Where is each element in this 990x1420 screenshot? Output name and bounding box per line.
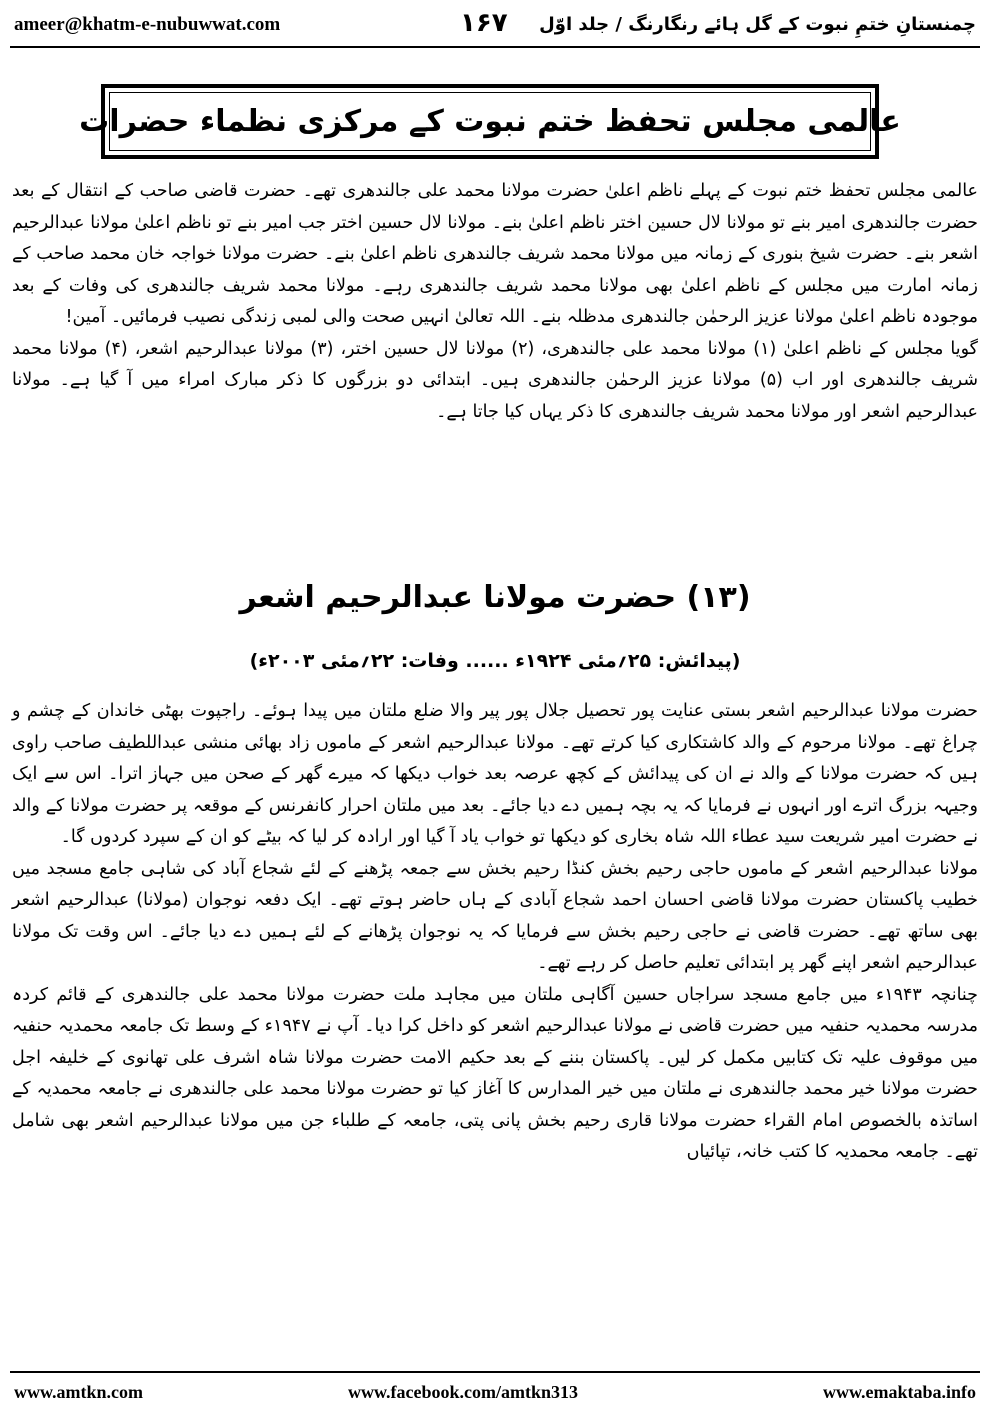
- section-paragraph: حضرت مولانا عبدالرحیم اشعر بستی عنایت پور تحصیل جلال پور پیر والا ضلع ملتان میں پیدا ہوئے۔ راجپوت بھٹی خاندان کے چشم و چراغ تھے۔ مولانا مرحوم کے والد کاشتکاری کیا کرتے تھے۔ مولانا عبدالرحیم اشعر کے ماموں زاد بھائی منشی عبداللطیف صاحب راوی ہیں کہ حضرت مولانا کے والد نے ان کی پیدائش کے کچھ عرصہ بعد خواب دیکھا کہ میرے گھر کے صحن میں جہاز اترا۔ اس سے ایک وجیہہ بزرگ اترے اور انہوں نے فرمایا کہ یہ بچہ ہمیں دے دیا جائے۔ بعد میں ملتان احرار کانفرنس کے موقعہ پر حضرت مولانا کے والد نے حضرت امیر شریعت سید عطاء اللہ شاہ بخاری کو دیکھا تو خواب یاد آ گیا اور ارادہ کر لیا کہ بیٹے کو ان کے سپرد کردوں گا۔: [12, 701, 978, 847]
- footer-divider: [10, 1371, 980, 1373]
- section-paragraph: چنانچہ ۱۹۴۳ء میں جامع مسجد سراجاں حسین آگاہی ملتان میں مجاہد ملت حضرت مولانا محمد علی جالندھری کے قائم کردہ مدرسہ محمدیہ حنفیہ میں حضرت قاضی نے مولانا عبدالرحیم اشعر کو داخل کرا دیا۔ آپ نے ۱۹۴۷ء کے وسط تک جامعہ محمدیہ حنفیہ میں موقوف علیہ تک کتابیں مکمل کر لیں۔ پاکستان بننے کے بعد حکیم الامت حضرت مولانا شاہ اشرف علی تھانوی کے خلیفہ اجل حضرت مولانا خیر محمد جالندھری نے ملتان میں خیر المدارس کا آغاز کیا تو حضرت مولانا محمد علی جالندھری نے جامعہ محمدیہ کے اساتذہ بالخصوص امام القراء حضرت مولانا قاری رحیم بخش پانی پتی، جامعہ کے طلباء جن میں مولانا عبدالرحیم اشعر بھی شامل تھے۔ جامعہ محمدیہ کا کتب خانہ، تپائیاں: [12, 984, 979, 1162]
- intro-text: [12, 176, 978, 428]
- section-paragraph: مولانا عبدالرحیم اشعر کے ماموں حاجی رحیم بخش کنڈا رحیم بخش سے جمعہ پڑھنے کے لئے شجاع آباد کی شاہی جامع مسجد میں خطیب پاکستان حضرت مولانا قاضی احسان احمد شجاع آبادی کے ہاں حاضر ہوتے تھے۔ ایک دفعہ نوجوان (مولانا) عبدالرحیم اشعر بھی ساتھ تھے۔ حضرت قاضی نے حاجی رحیم بخش سے فرمایا کہ یہ نوجوان پڑھانے کے لئے ہمیں دے دیا جائے۔ اس وقت تک مولانا عبدالرحیم اشعر اپنے گھر پر ابتدائی تعلیم حاصل کر رہے تھے۔: [12, 858, 978, 973]
- footer-link-emaktaba[interactable]: www.emaktaba.info: [822, 1382, 976, 1402]
- page-number: ۱۶۷: [460, 8, 508, 38]
- book-title: چمنستانِ ختمِ نبوت کے گل ہائے رنگارنگ / جلد اوّل: [539, 14, 976, 35]
- section-text: [12, 696, 978, 1169]
- footer-link-site[interactable]: www.amtkn.com: [14, 1382, 143, 1402]
- section-title: (۱۳) حضرت مولانا عبدالرحیم اشعر: [239, 580, 751, 615]
- header-email[interactable]: ameer@khatm-e-nubuwwat.com: [14, 14, 281, 35]
- header-divider: [10, 46, 980, 48]
- footer-link-facebook[interactable]: www.facebook.com/amtkn313: [348, 1382, 578, 1402]
- title-box: [79, 84, 901, 159]
- section-dates: (پیدائش: ۲۵؍مئی ۱۹۲۴ء ...... وفات: ۲۲؍مئی ۲۰۰۳ء): [249, 650, 741, 672]
- page-title: عالمی مجلس تحفظ ختم نبوت کے مرکزی نظماء حضرات: [79, 104, 901, 139]
- intro-paragraph: گویا مجلس کے ناظم اعلیٰ (۱) مولانا محمد علی جالندھری، (۲) مولانا لال حسین اختر، (۳) مولانا عبدالرحیم اشعر، (۴) مولانا محمد شریف جالندھری اور اب (۵) مولانا عزیز الرحمٰن جالندھری ہیں۔ ابتدائی دو بزرگوں کا ذکر مبارک امراء میں آ گیا ہے۔ مولانا عبدالرحیم اشعر اور مولانا محمد شریف جالندھری کا ذکر یہاں کیا جاتا ہے۔: [12, 338, 978, 422]
- intro-paragraph: عالمی مجلس تحفظ ختم نبوت کے پہلے ناظم اعلیٰ حضرت مولانا محمد علی جالندھری تھے۔ حضرت قاضی صاحب کے انتقال کے بعد حضرت جالندھری امیر بنے تو مولانا لال حسین اختر ناظم اعلیٰ بنے۔ مولانا لال حسین اختر جب امیر بنے تو ناظم اعلیٰ مولانا عبدالرحیم اشعر بنے۔ حضرت شیخ بنوری کے زمانہ میں مولانا محمد شریف جالندھری ناظم اعلیٰ بنے۔ حضرت مولانا خواجہ خان محمد صاحب کے زمانہ امارت میں مجلس کے ناظم اعلیٰ بھی مولانا محمد شریف جالندھری رہے۔ مولانا محمد شریف جالندھری کی وفات کے بعد موجودہ ناظم اعلیٰ مولانا عزیز الرحمٰن جالندھری مدظلہ بنے۔ اللہ تعالیٰ انہیں صحت والی لمبی زندگی نصیب فرمائیں۔ آمین!: [12, 181, 978, 327]
- page-header: [0, 0, 990, 48]
